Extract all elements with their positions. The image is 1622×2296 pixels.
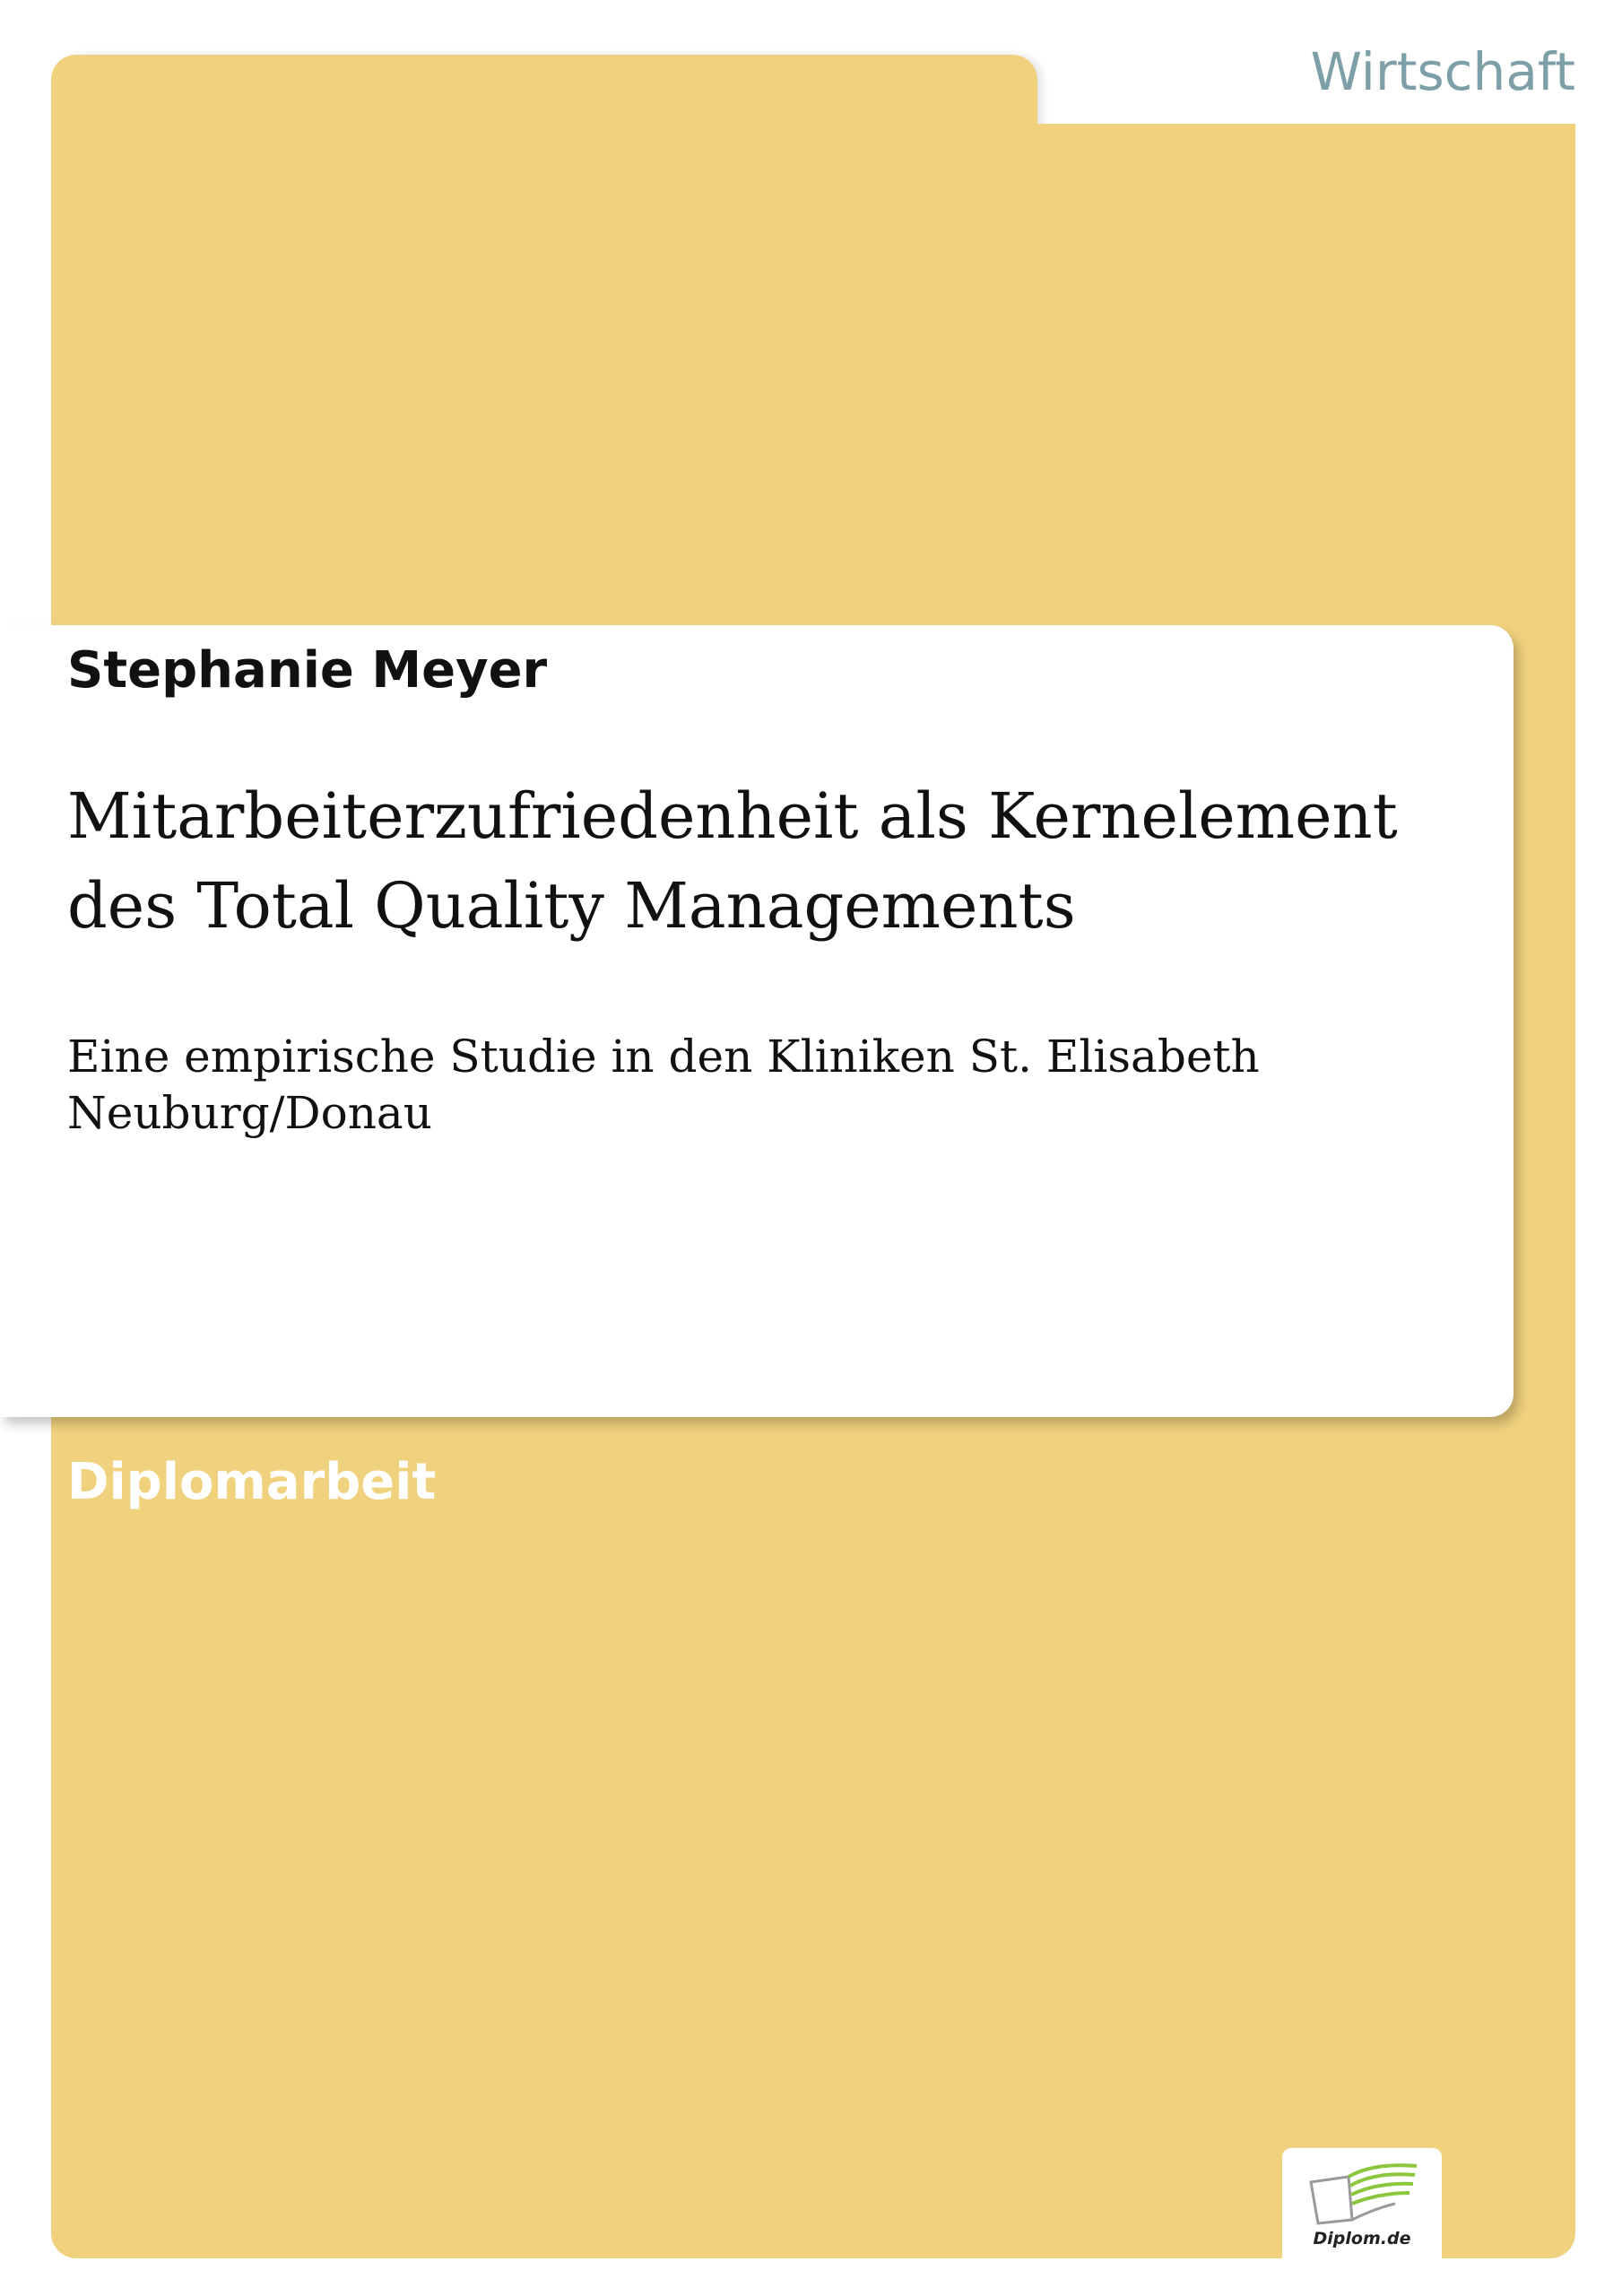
- title-panel: [0, 625, 1514, 1417]
- author-name: Stephanie Meyer: [67, 641, 548, 700]
- publisher-logo: [1282, 2148, 1442, 2258]
- book-icon: [1302, 2157, 1422, 2229]
- book-title: Mitarbeiterzufriedenheit als Kernelement des Total Quality Managements: [67, 779, 1398, 943]
- book-subtitle: Eine empirische Studie in den Kliniken St. Elisabeth Neuburg/Donau: [67, 1031, 1260, 1139]
- publisher-name: Diplom.de: [1313, 2229, 1411, 2248]
- document-type: Diplomarbeit: [67, 1453, 437, 1511]
- category-label: Wirtschaft: [1310, 41, 1575, 102]
